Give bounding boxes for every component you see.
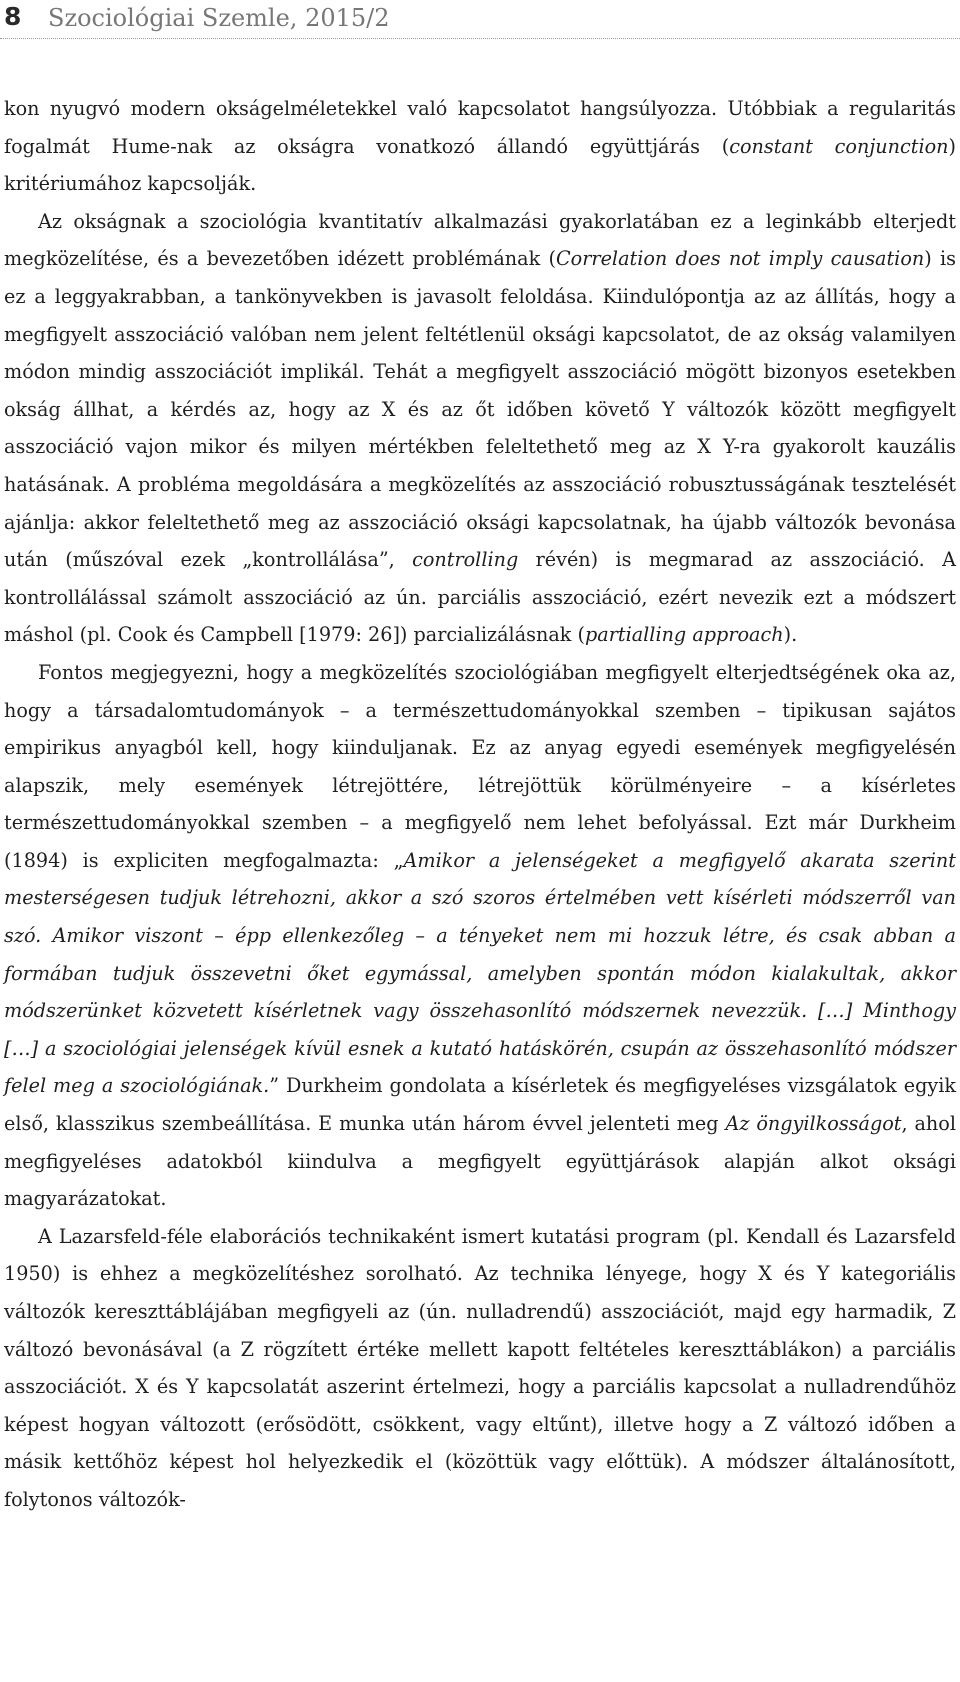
italic-text: Correlation does not imply causation (556, 247, 925, 271)
paragraph-text: kon nyugvó modern okságelméletekkel való kapcsolatot hangsúlyozza. Utóbbiak a regularitás fogalmát Hume-nak az okságra vonatkozó állandó együttjárás ( (4, 97, 956, 158)
paragraph-text: ) is ez a leggyakrabban, a tankönyvekben is javasolt feloldása. Kiindulópontja az az állítás, hogy a megfigyelt asszociáció valóban nem jelent feltétlenül oksági kapcsolatot, de az okság valamilyen módon mindig asszociációt implikál. Tehát a megfigyelt asszociáció mögött bizonyos esetekben okság állhat, a kérdés az, hogy az X és az őt időben követő Y változók között megfigyelt asszociáció vajon mikor és milyen mértékben feleltethető meg az X Y-ra gyakorolt kauzális hatásának. A probléma megoldására a megközelítés az asszociáció robusztusságának tesztelését ajánlja: akkor feleltethető meg az asszociáció oksági kapcsolatnak, ha újabb változók bevonása után (műszóval ezek „kontrollálása”, (4, 247, 956, 572)
paragraph-text: ) kritériumához kapcsolják. (4, 134, 956, 196)
paragraph-text: , ahol megfigyeléses adatokból kiindulva a megfigyelt együttjárások alapján alkot oksági magyarázatokat. (4, 1112, 956, 1211)
paragraph-text: A Lazarsfeld-féle elaborációs technikaként ismert kutatási program (pl. Kendall és Lazarsfeld 1950) is ehhez a megközelítéshez sorolható. Az technika lényege, hogy X és Y kategoriális változók kereszttáblájában megfigyeli az (ún. nulladrendű) asszociációt, majd egy harmadik, Z változó bevonásával (a Z rögzített értéke mellett kapott feltételes kereszttáblákon) a parciális asszociációt. X és Y kapcsolatát aszerint értelmezi, hogy a parciális kapcsolat a nulladrendűhöz képest hogyan változott (erősödött, csökkent, vagy eltűnt), illetve hogy a Z változó időben a másik kettőhöz képest hol helyezkedik el (közöttük vagy előttük). A módszer általánosított, folytonos változók- (4, 1224, 956, 1511)
paragraph-text: révén) is megmarad az asszociáció. A kontrollálással számolt asszociáció az ún. parciális asszociáció, ezért nevezik ezt a módszert máshol (pl. Cook és Campbell [1979: 26]) parcializálásnak ( (4, 548, 956, 647)
italic-text: controlling (412, 548, 519, 572)
italic-text: Amikor a jelenségeket a megfigyelő akarata szerint mesterségesen tudjuk létrehozni, akkor a szó szoros értelmében vett kísérleti módszerről van szó. Amikor viszont – épp ellenkezőleg – a tényeket nem mi hozzuk létre, és csak abban a formában tudjuk összevetni őket egymással, amelyben spontán módon kialakultak, akkor módszerünket közvetett kísérletnek vagy összehasonlító módszernek nevezzük. […] Minthogy […] a szociológiai jelenségek kívül esnek a kutató hatáskörén, csupán az összehasonlító módszer felel meg a szociológiának. (4, 848, 956, 1098)
article-body (4, 90, 956, 1519)
paragraph-text: Az okságnak a szociológia kvantitatív alkalmazási gyakorlatában ez a leginkább elterjedt megközelítése, és a bevezetőben idézett problémának ( (4, 209, 956, 271)
paragraph (4, 1218, 956, 1519)
italic-text: constant conjunction (729, 134, 949, 158)
paragraph-text: ). (783, 623, 798, 647)
paragraph (4, 90, 956, 203)
page-number: 8 (4, 2, 22, 31)
paragraph-text: ” Durkheim gondolata a kísérletek és megfigyeléses vizsgálatok egyik első, klasszikus szembeállítása. E munka után három évvel jelenteti meg (4, 1074, 956, 1136)
italic-text: Az öngyilkosságot (725, 1112, 902, 1136)
italic-text: partialling approach (584, 623, 784, 647)
running-header (0, 0, 960, 40)
journal-title: Szociológiai Szemle, 2015/2 (48, 4, 390, 32)
header-divider (0, 38, 960, 39)
paragraph (4, 654, 956, 1218)
paragraph (4, 203, 956, 654)
paragraph-text: Fontos megjegyezni, hogy a megközelítés szociológiában megfigyelt elterjedtségének oka az, hogy a társadalomtudományok – a természettudományokkal szemben – tipikusan sajátos empirikus anyagból kell, hogy kiinduljanak. Ez az anyag egyedi események megfigyelésén alapszik, mely események létrejöttére, létrejöttük körülményeire – a kísérletes természettudományokkal szemben – a megfigyelő nem lehet befolyással. Ezt már Durkheim (1894) is expliciten megfogalmazta: „ (4, 660, 956, 872)
